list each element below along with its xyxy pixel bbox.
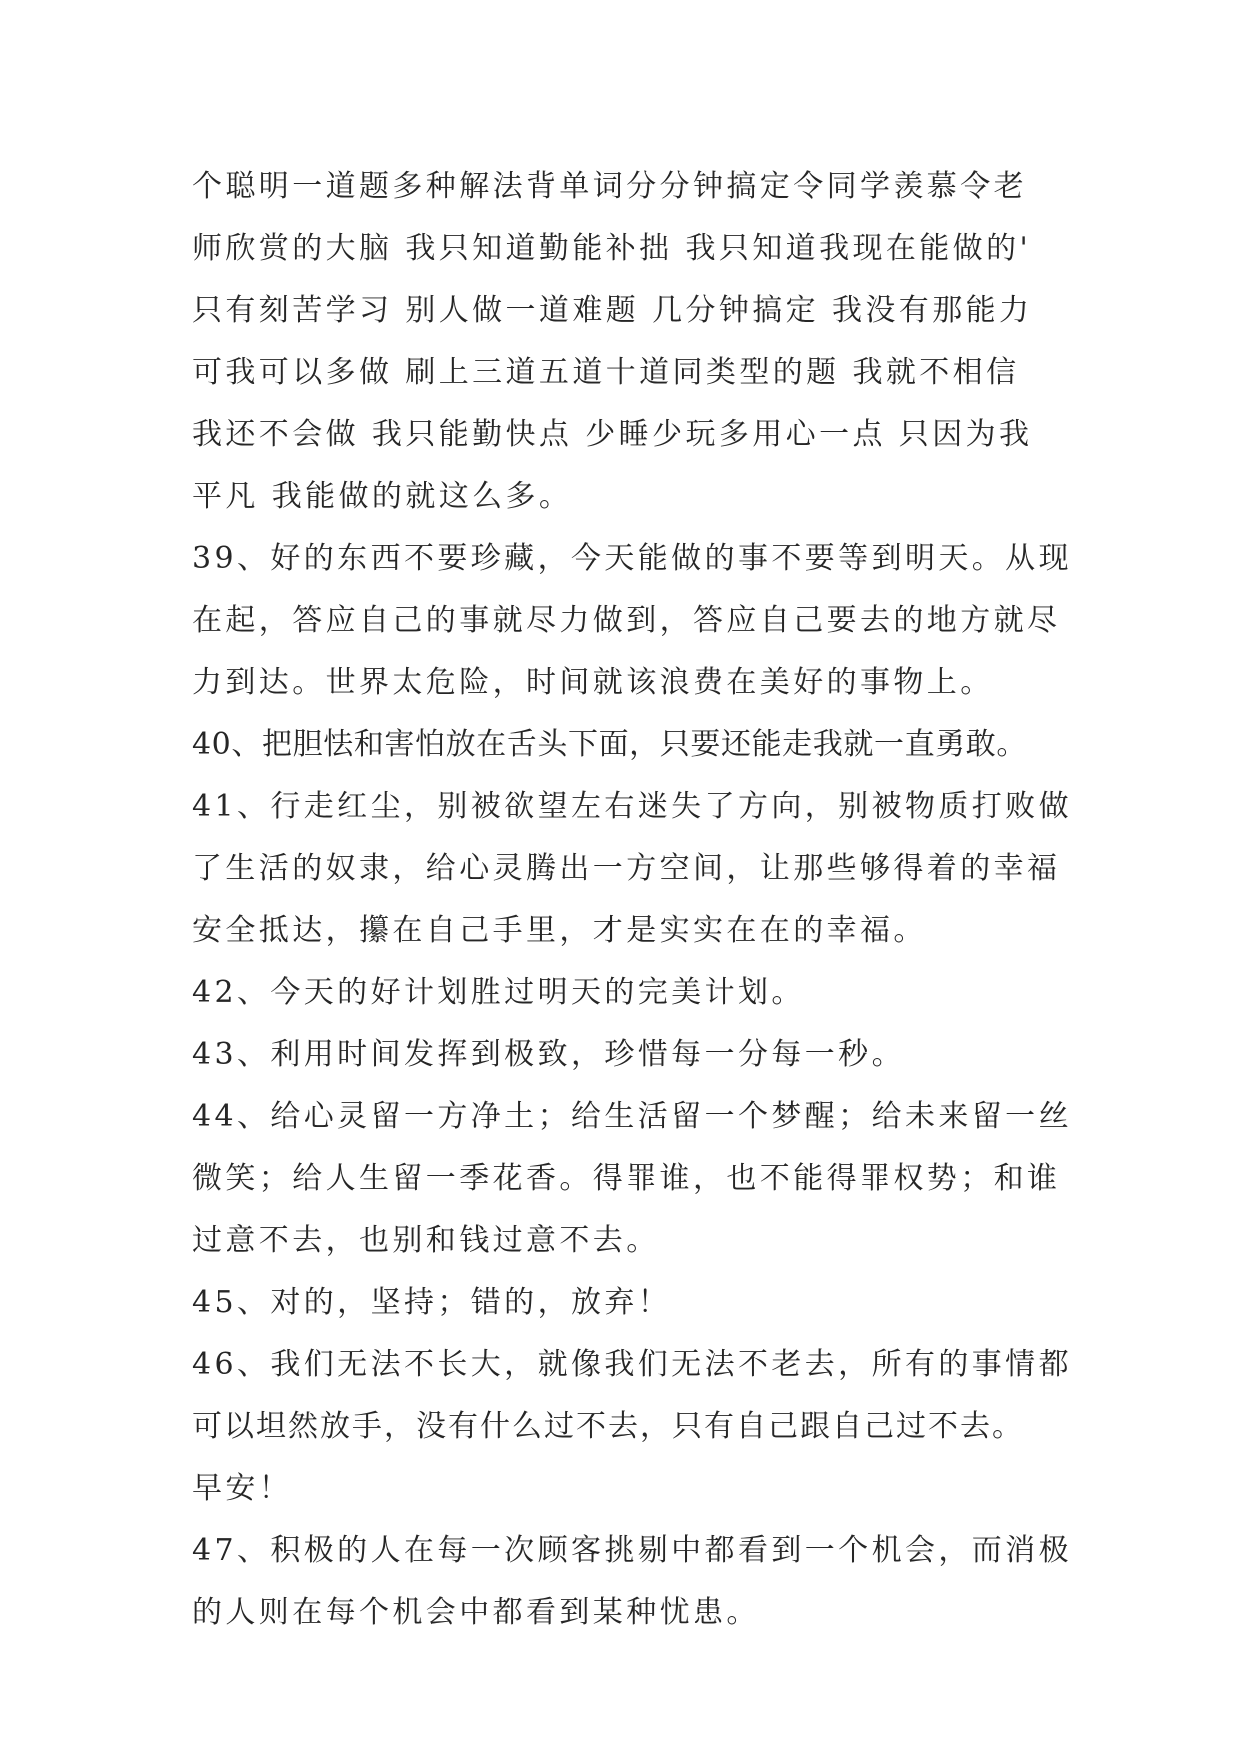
text-line: 只有刻苦学习 别人做一道难题 几分钟搞定 我没有那能力 [192, 293, 1033, 328]
text-line: 我还不会做 我只能勤快点 少睡少玩多用心一点 只因为我 [192, 417, 1033, 452]
text-line: 微笑；给人生留一季花香。得罪谁，也不能得罪权势；和谁 [192, 1161, 1061, 1196]
text-line: 了生活的奴隶，给心灵腾出一方空间，让那些够得着的幸福 [192, 851, 1061, 886]
text-line: 39、好的东西不要珍藏，今天能做的事不要等到明天。从现 [192, 541, 1072, 576]
text-line: 个聪明一道题多种解法背单词分分钟搞定令同学羡慕令老 [192, 169, 1027, 204]
text-line: 的人则在每个机会中都看到某种忧患。 [192, 1595, 760, 1630]
text-line: 43、利用时间发挥到极致，珍惜每一分每一秒。 [192, 1037, 905, 1072]
text-line: 47、积极的人在每一次顾客挑剔中都看到一个机会，而消极 [192, 1533, 1072, 1568]
text-line: 早安！ [192, 1471, 293, 1506]
text-line: 46、我们无法不长大，就像我们无法不老去，所有的事情都 [192, 1347, 1072, 1382]
text-line: 在起，答应自己的事就尽力做到，答应自己要去的地方就尽 [192, 603, 1061, 638]
text-line: 42、今天的好计划胜过明天的完美计划。 [192, 975, 805, 1010]
text-line: 可我可以多做 刷上三道五道十道同类型的题 我就不相信 [192, 355, 1020, 390]
text-line: 41、行走红尘，别被欲望左右迷失了方向，别被物质打败做 [192, 789, 1072, 824]
text-line: 平凡 我能做的就这么多。 [192, 479, 573, 514]
text-line: 过意不去，也别和钱过意不去。 [192, 1223, 660, 1258]
text-line: 力到达。世界太危险，时间就该浪费在美好的事物上。 [192, 665, 994, 700]
text-line: 师欣赏的大脑 我只知道勤能补拙 我只知道我现在能做的' [192, 231, 1032, 266]
text-line: 44、给心灵留一方净土；给生活留一个梦醒；给未来留一丝 [192, 1099, 1072, 1134]
text-line: 40、把胆怯和害怕放在舌头下面，只要还能走我就一直勇敢。 [192, 727, 1027, 762]
document-body [192, 156, 1072, 1644]
text-line: 安全抵达，攥在自己手里，才是实实在在的幸福。 [192, 913, 927, 948]
text-line: 可以坦然放手，没有什么过不去，只有自己跟自己过不去。 [192, 1409, 1024, 1444]
text-line: 45、对的，坚持；错的，放弃！ [192, 1285, 672, 1320]
